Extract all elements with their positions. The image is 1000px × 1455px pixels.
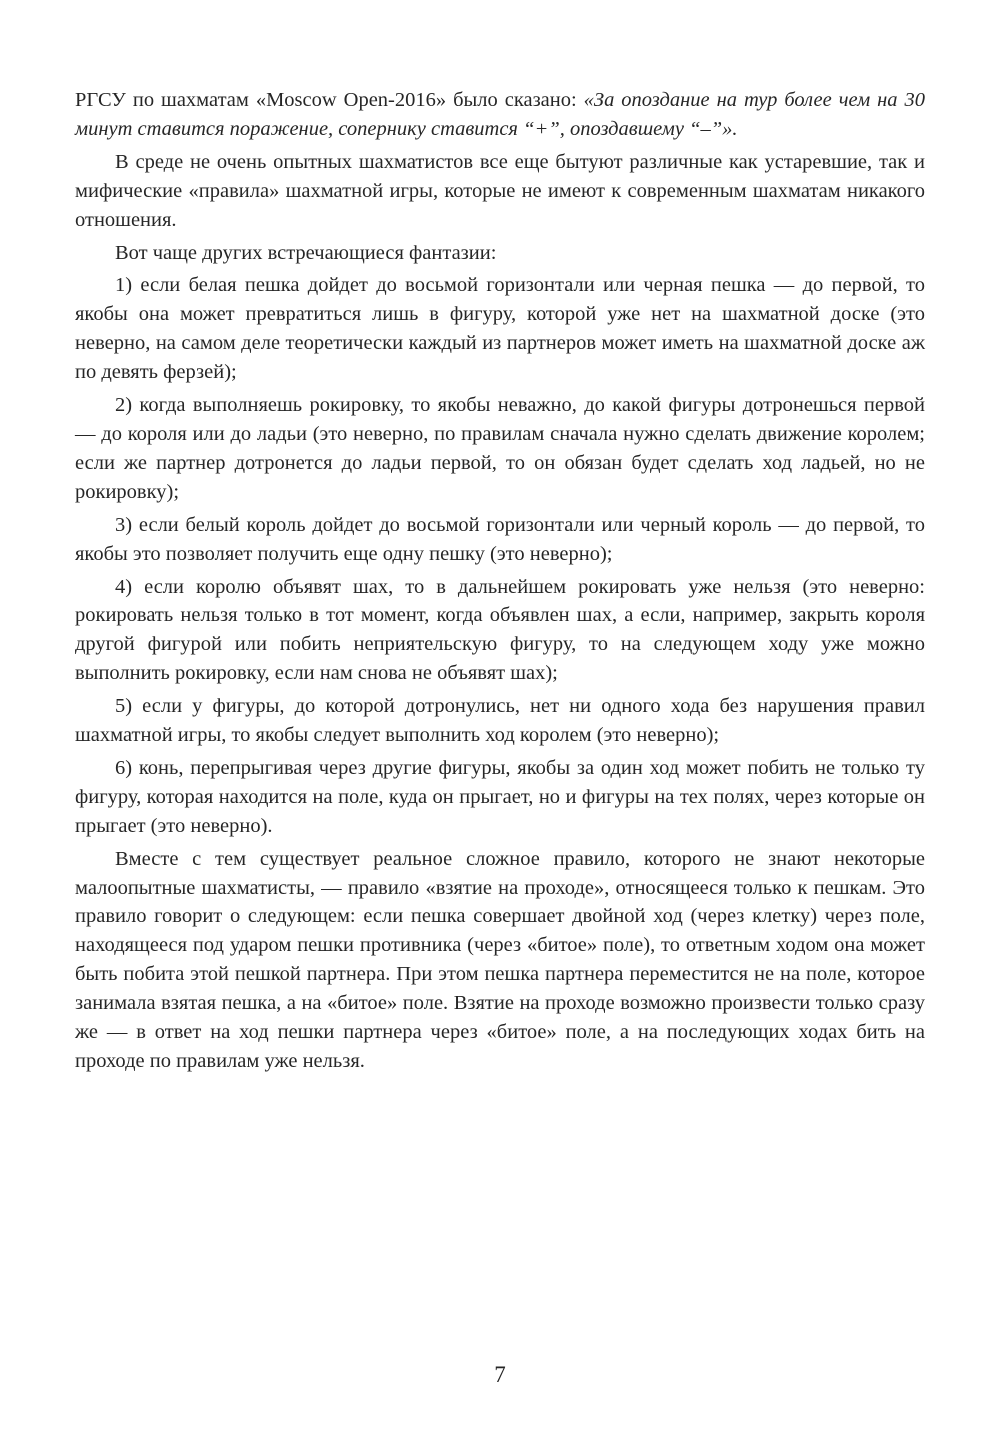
intro-text: РГСУ по шахматам «Moscow Open-2016» было сказано: [75,89,584,111]
list-item-3: 3) если белый король дойдет до восьмой горизонтали или черный король — до первой, то якобы это позволяет получить еще одну пешку (это неверно); [75,513,925,565]
list-item-2: 2) когда выполняешь рокировку, то якобы неважно, до какой фигуры дотронешься первой — до короля или до ладьи (это неверно, по правилам сначала нужно сделать движение королем; если же партнер дотронется до ладьи первой, то он обязан будет сделать ход ладьей, но не рокировку); [75,394,925,503]
paragraph-en-passant: Вместе с тем существует реальное сложное правило, которого не знают некоторые малоопытные шахматисты, — правило «взятие на проходе», относящееся только к пешкам. Это правило говорит о следующем: если пешка совершает двойной ход (через клетку) через поле, находящееся под ударом пешки противника (через «битое» поле), то ответным ходом она может быть побита этой пешкой партнера. При этом пешка партнера переместится не на поле, которое занимала взятая пешка, а на «битое» поле. Взятие на проходе возможно произвести только сразу же — в ответ на ход пешки партнера через «битое» поле, а на последующих ходах бить на проходе по правилам уже нельзя. [75,847,925,1072]
document-page [75,86,925,1080]
list-item-5: 5) если у фигуры, до которой дотронулись, нет ни одного хода без нарушения правил шахматной игры, то якобы следует выполнить ход королем (это неверно); [75,695,925,747]
page-number: 7 [494,1362,506,1387]
intro-quote: «За опоздание на тур более чем на 30 минут ставится поражение, сопернику ставится “+”, опоздавшему “–”». [75,89,925,140]
paragraph-2: Вот чаще других встречающиеся фантазии: [115,241,497,264]
list-item-4: 4) если королю объявят шах, то в дальнейшем рокировать уже нельзя (это неверно: рокировать нельзя только в тот момент, когда объявлен шах, а если, например, закрыть короля другой фигурой или побить неприятельскую фигуру, то на следующем ходу уже можно выполнить рокировку, если нам снова не объявят шах); [75,575,925,685]
paragraph-1: В среде не очень опытных шахматистов все еще бытуют различные как устаревшие, так и мифические «правила» шахматной игры, которые не имеют к современным шахматам никакого отношения. [75,150,925,231]
list-item-1: 1) если белая пешка дойдет до восьмой горизонтали или черная пешка — до первой, то якобы она может превратиться лишь в фигуру, которой уже нет на шахматной доске (это неверно, на самом деле теоретически каждый из партнеров может иметь на шахматной доске аж по девять ферзей); [75,274,925,384]
intro-paragraph [75,86,925,144]
list-item-6: 6) конь, перепрыгивая через другие фигуры, якобы за один ход может побить не только ту фигуру, которая находится на поле, куда он прыгает, но и фигуры на тех полях, через которые он прыгает (это неверно). [75,756,925,837]
